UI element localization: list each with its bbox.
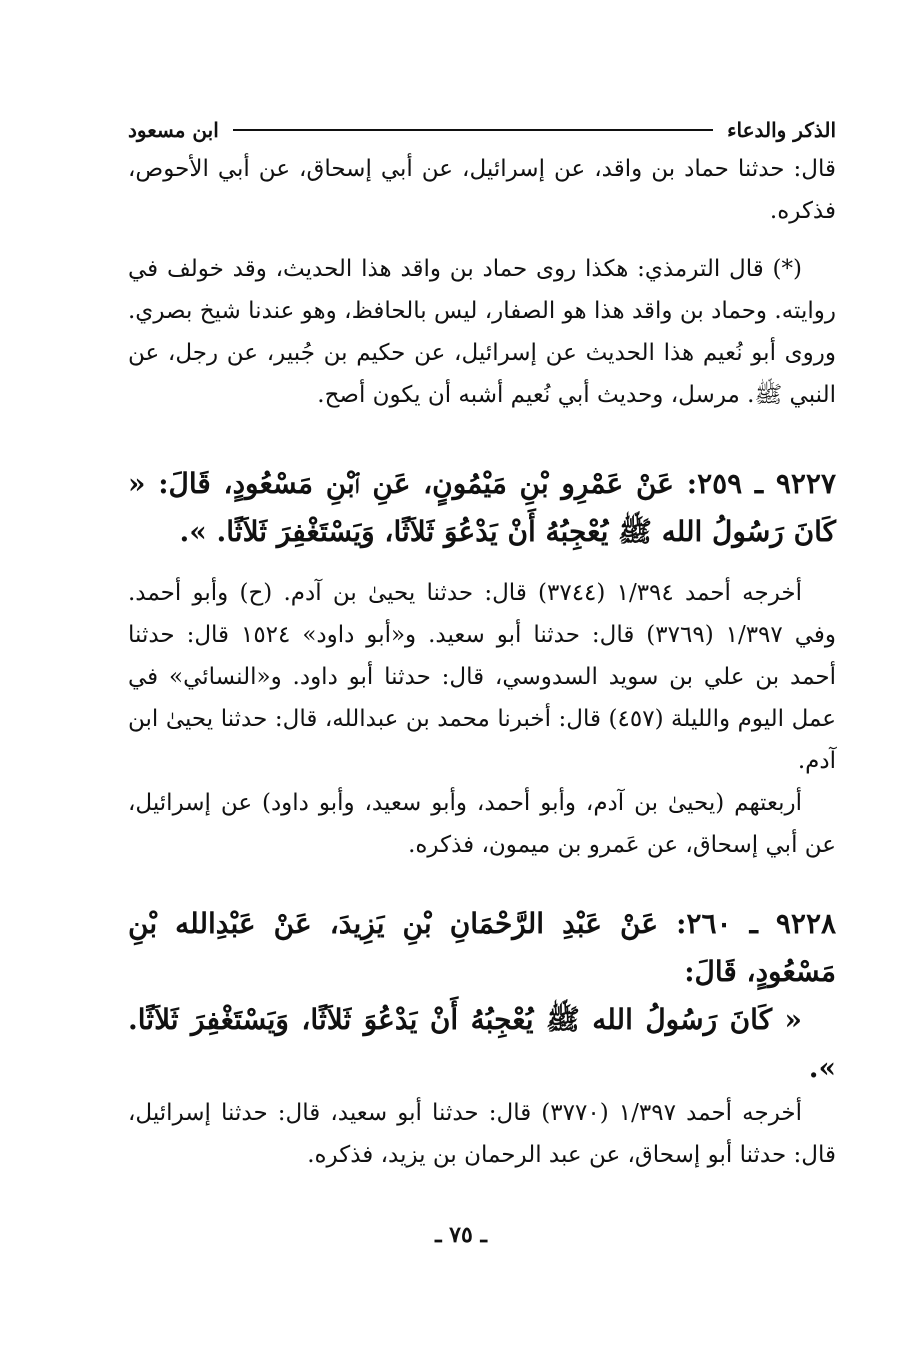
- paragraph-takhrij-3: أخرجه أحمد ١/٣٩٧ (٣٧٧٠) قال: حدثنا أبو سعيد، قال: حدثنا إسرائيل، قال: حدثنا أبو إسحاق، عن عبد الرحمان بن يزيد، فذكره.: [128, 1100, 836, 1168]
- hadith-9228: ٩٢٢٨ ـ ٢٦٠: عَنْ عَبْدِ الرَّحْمَانِ بْنِ يَزِيدَ، عَنْ عَبْدِالله بْنِ مَسْعُودٍ، قَالَ:: [128, 907, 837, 988]
- running-header: [128, 112, 836, 148]
- header-section-title: ابن مسعود: [128, 118, 219, 142]
- hadith-9227: ٩٢٢٧ ـ ٢٥٩: عَنْ عَمْرِو بْنِ مَيْمُونٍ، عَنِ ٱبْنِ مَسْعُودٍ، قَالَ: « كَانَ رَسُولُ الله ﷺ يُعْجِبُهُ أَنْ يَدْعُوَ ثَلاَثًا، وَيَسْتَغْفِرَ ثَلاَثًا. ».: [128, 467, 836, 548]
- paragraph-note: (*) قال الترمذي: هكذا روى حماد بن واقد هذا الحديث، وقد خولف في روايته. وحماد بن واقد هذا هو الصفار، ليس بالحافظ، وهو عندنا شيخ بصري. وروى أبو نُعيم هذا الحديث عن إسرائيل، عن حكيم بن جُبير، عن رجل، عن النبي ﷺ. مرسل، وحديث أبي نُعيم أشبه أن يكون أصح.: [128, 256, 836, 408]
- header-chapter-title: الذكر والدعاء: [727, 118, 836, 142]
- page-number: ـ ٧٥ ـ: [435, 1222, 487, 1248]
- hadith-9228-text: « كَانَ رَسُولُ الله ﷺ يُعْجِبُهُ أَنْ يَدْعُوَ ثَلاَثًا، وَيَسْتَغْفِرَ ثَلاَثًا. ».: [128, 1003, 836, 1084]
- page-content: [128, 112, 836, 1176]
- paragraph-takhrij-1: أخرجه أحمد ١/٣٩٤ (٣٧٤٤) قال: حدثنا يحيىٰ بن آدم. (ح) وأبو أحمد. وفي ١/٣٩٧ (٣٧٦٩) قال: حدثنا أبو سعيد. و«أبو داود» ١٥٢٤ قال: حدثنا أحمد بن علي بن سويد السدوسي، قال: حدثنا أبو داود. و«النسائي» في عمل اليوم والليلة (٤٥٧) قال: أخبرنا محمد بن عبدالله، قال: حدثنا يحيىٰ ابن آدم.: [128, 580, 837, 774]
- header-rule: [233, 129, 713, 131]
- paragraph-takhrij-2: أربعتهم (يحيىٰ بن آدم، وأبو أحمد، وأبو سعيد، وأبو داود) عن إسرائيل، عن أبي إسحاق، عن عَمرو بن ميمون، فذكره.: [128, 790, 836, 858]
- paragraph-chain: قال: حدثنا حماد بن واقد، عن إسرائيل، عن أبي إسحاق، عن أبي الأحوص، فذكره.: [128, 156, 836, 224]
